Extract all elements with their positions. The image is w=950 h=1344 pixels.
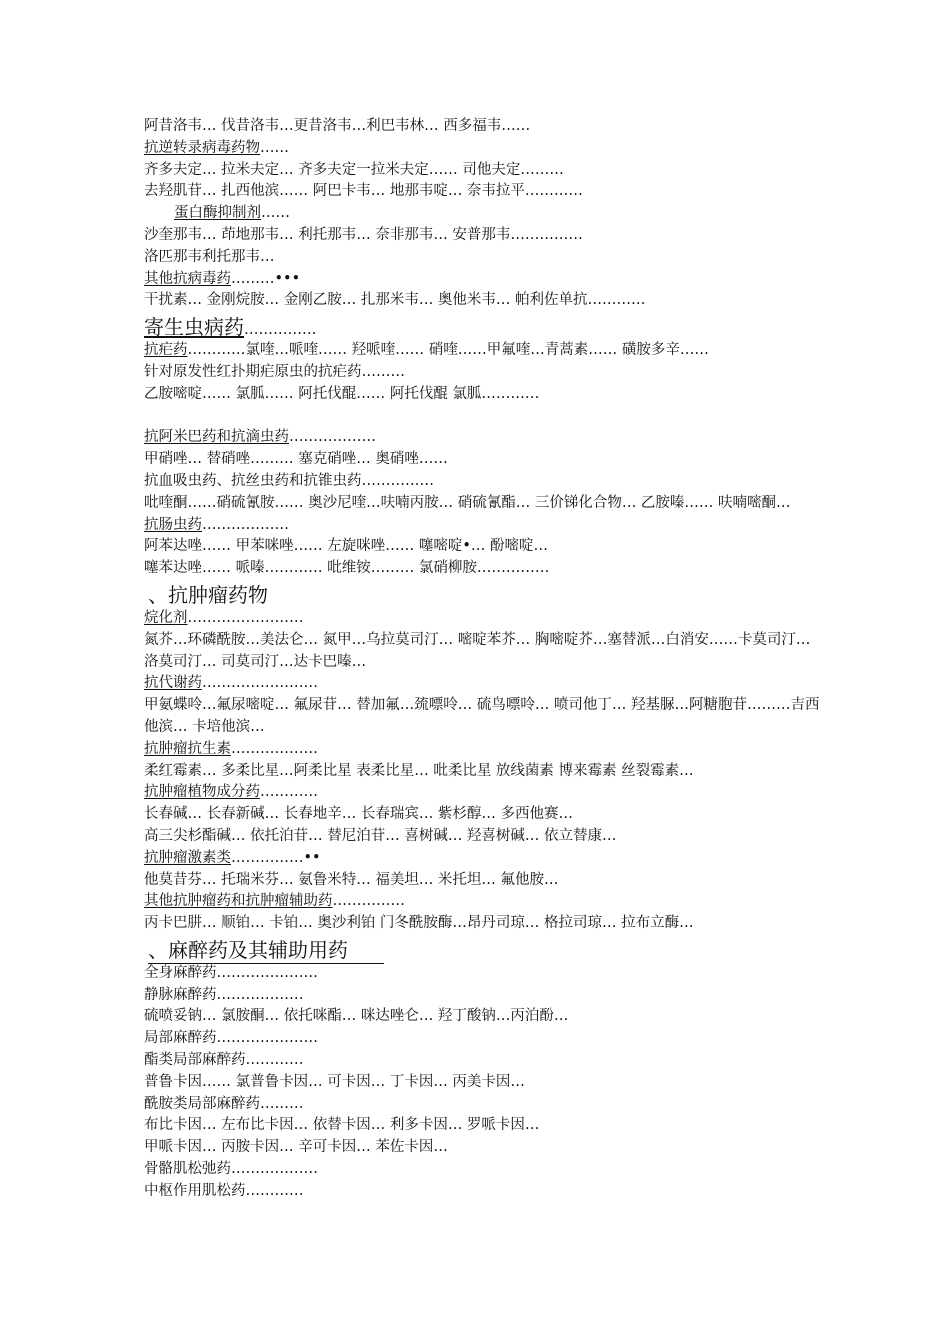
text-line: 抗血吸虫药、抗丝虫药和抗锥虫药…………… [144, 472, 434, 489]
text-line: 普鲁卡因…… 氯普鲁卡因… 可卡因… 丁卡因… 丙美卡因… [144, 1073, 525, 1090]
section-heading [144, 427, 824, 449]
chapter-heading: 、抗肿瘤药物 [148, 582, 268, 607]
section-heading-leader: …………………… [187, 609, 304, 626]
section-heading-leader: ……………… [289, 429, 376, 446]
text-line: 高三尖杉酯碱… 依托泊苷… 替尼泊苷… 喜树碱… 羟喜树碱… 依立替康… [144, 827, 617, 844]
text-line: 丙卡巴肼… 顺铂… 卡铂… 奥沙利铂 门冬酰胺酶…昂丹司琼… 格拉司琼… 拉布立酶… [144, 915, 694, 932]
section-heading-label: 其他抗病毒药 [144, 270, 231, 287]
text-line: 布比卡因… 左布比卡因… 依替卡因… 利多卡因… 罗哌卡因… [144, 1117, 540, 1134]
text-line: 酯类局部麻醉药………… [144, 1052, 304, 1069]
section-heading-label: 抗肠虫药 [144, 516, 202, 533]
text-line: 阿昔洛韦… 伐昔洛韦…更昔洛韦…利巴韦林… 西多福韦…… [144, 118, 531, 134]
section-heading-label: 抗阿米巴药和抗滴虫药 [144, 429, 289, 446]
text-line: 噻苯达唑…… 哌嗪………… 吡维铵……… 氯硝柳胺…………… [144, 560, 550, 577]
section-heading-label: 抗逆转录病毒药物 [144, 139, 260, 156]
text-line: 硫喷妥钠… 氯胺酮… 依托咪酯… 咪达唑仑… 羟丁酸钠…丙泊酚… [144, 1008, 569, 1025]
chapter-heading-leader: …………… [244, 322, 317, 339]
text-line: 局部麻醉药………………… [144, 1030, 318, 1047]
section-heading-leader: ……………… [202, 516, 289, 533]
text-line: 中枢作用肌松药………… [144, 1182, 304, 1199]
text-line: 阿苯达唑…… 甲苯咪唑…… 左旋咪唑…… 噻嘧啶•… 酚嘧啶… [144, 538, 548, 555]
text-line: 干扰素… 金刚烷胺… 金刚乙胺… 扎那米韦… 奥他米韦… 帕利佐单抗………… [144, 292, 646, 309]
text-line: 甲哌卡因… 丙胺卡因… 辛可卡因… 苯佐卡因… [144, 1139, 448, 1156]
section-heading [144, 269, 824, 291]
text-line: 甲氨蝶呤…氟尿嘧啶… 氟尿苷… 替加氟…巯嘌呤… 硫鸟嘌呤… 喷司他丁… 羟基脲…阿糖胞苷………吉西他滨… 卡培他滨… [144, 697, 820, 735]
text-line: 针对原发性红扑期疟原虫的抗疟药……… [144, 363, 405, 380]
chapter-heading-label: 寄生虫病药 [144, 315, 244, 340]
section-heading-leader: ……………•• [231, 849, 321, 866]
text-line: 甲硝唑… 替硝唑……… 塞克硝唑… 奥硝唑…… [144, 451, 448, 468]
section-heading [144, 673, 824, 695]
section-heading-leader: ……………… [231, 740, 318, 757]
section-heading-leader: ………••• [231, 270, 301, 287]
text-line: 沙奎那韦… 茚地那韦… 利托那韦… 奈非那韦… 安普那韦…………… [144, 226, 583, 243]
section-heading-leader: …………………… [202, 675, 318, 692]
blank-line [144, 406, 824, 428]
section-heading [144, 739, 824, 761]
section-heading [144, 340, 824, 362]
section-heading [144, 891, 824, 913]
text-line: 长春碱… 长春新碱… 长春地辛… 长春瑞宾… 紫杉醇… 多西他赛… [144, 806, 574, 823]
section-heading [144, 515, 824, 537]
text-line: 氮芥…环磷酰胺…美法仑… 氮甲…乌拉莫司汀… 嘧啶苯芥… 胸嘧啶芥…塞替派…白消安……卡莫司汀… 洛莫司汀… 司莫司汀…达卡巴嗪… [144, 631, 811, 670]
text-line: 柔红霉素… 多柔比星…阿柔比星 表柔比星… 吡柔比星 放线菌素 博来霉素 丝裂霉素… [144, 762, 694, 779]
chapter-heading [144, 937, 824, 963]
section-heading-label: 抗肿瘤抗生素 [144, 740, 231, 757]
text-line: 齐多夫定… 拉米夫定… 齐多夫定一拉米夫定…… 司他夫定……… [144, 161, 564, 178]
section-heading [144, 203, 824, 225]
section-heading-label: 抗疟药 [144, 342, 188, 359]
section-heading-leader: …………氯喹…哌喹…… 羟哌喹…… 硝喹……甲氟喹…青蒿素…… 磺胺多辛…… [187, 342, 709, 359]
section-heading [144, 782, 824, 804]
section-heading-label: 烷化剂 [144, 609, 188, 626]
text-line: 乙胺嘧啶…… 氯胍…… 阿托伐醌…… 阿托伐醌 氯胍………… [144, 385, 540, 402]
section-heading-leader: …… [260, 139, 289, 156]
chapter-heading-label: 、麻醉药及其辅助用药 [148, 937, 384, 964]
section-heading-leader: …… [261, 205, 290, 222]
section-heading-label: 蛋白酶抑制剂 [174, 205, 261, 222]
text-line: 全身麻醉药………………… [144, 964, 318, 981]
text-line: 去羟肌苷… 扎西他滨…… 阿巴卡韦… 地那韦啶… 奈韦拉平………… [144, 183, 583, 200]
chapter-heading [144, 314, 824, 340]
section-heading-leader: …………… [332, 893, 405, 910]
section-heading-label: 抗肿瘤激素类 [144, 849, 231, 866]
section-heading-label: 其他抗肿瘤药和抗肿瘤辅助药 [144, 893, 333, 910]
section-heading-leader: ………… [260, 784, 318, 801]
text-line: 他莫昔芬… 托瑞米芬… 氨鲁米特… 福美坦… 米托坦… 氟他胺… [144, 871, 559, 888]
text-line: 骨骼肌松弛药……………… [144, 1161, 318, 1178]
section-heading [144, 848, 824, 870]
section-heading [144, 608, 824, 630]
section-heading-label: 抗代谢药 [144, 675, 202, 692]
text-line: 吡喹酮……硝硫氰胺…… 奥沙尼喹…呋喃丙胺… 硝硫氰酯… 三价锑化合物… 乙胺嗪…… 呋喃嘧酮… [144, 494, 791, 511]
document-page [144, 116, 824, 1203]
text-line: 洛匹那韦利托那韦… [144, 248, 275, 265]
section-heading [144, 138, 824, 160]
text-line: 酰胺类局部麻醉药……… [144, 1095, 304, 1112]
section-heading-label: 抗肿瘤植物成分药 [144, 784, 260, 801]
text-line: 静脉麻醉药……………… [144, 986, 304, 1003]
